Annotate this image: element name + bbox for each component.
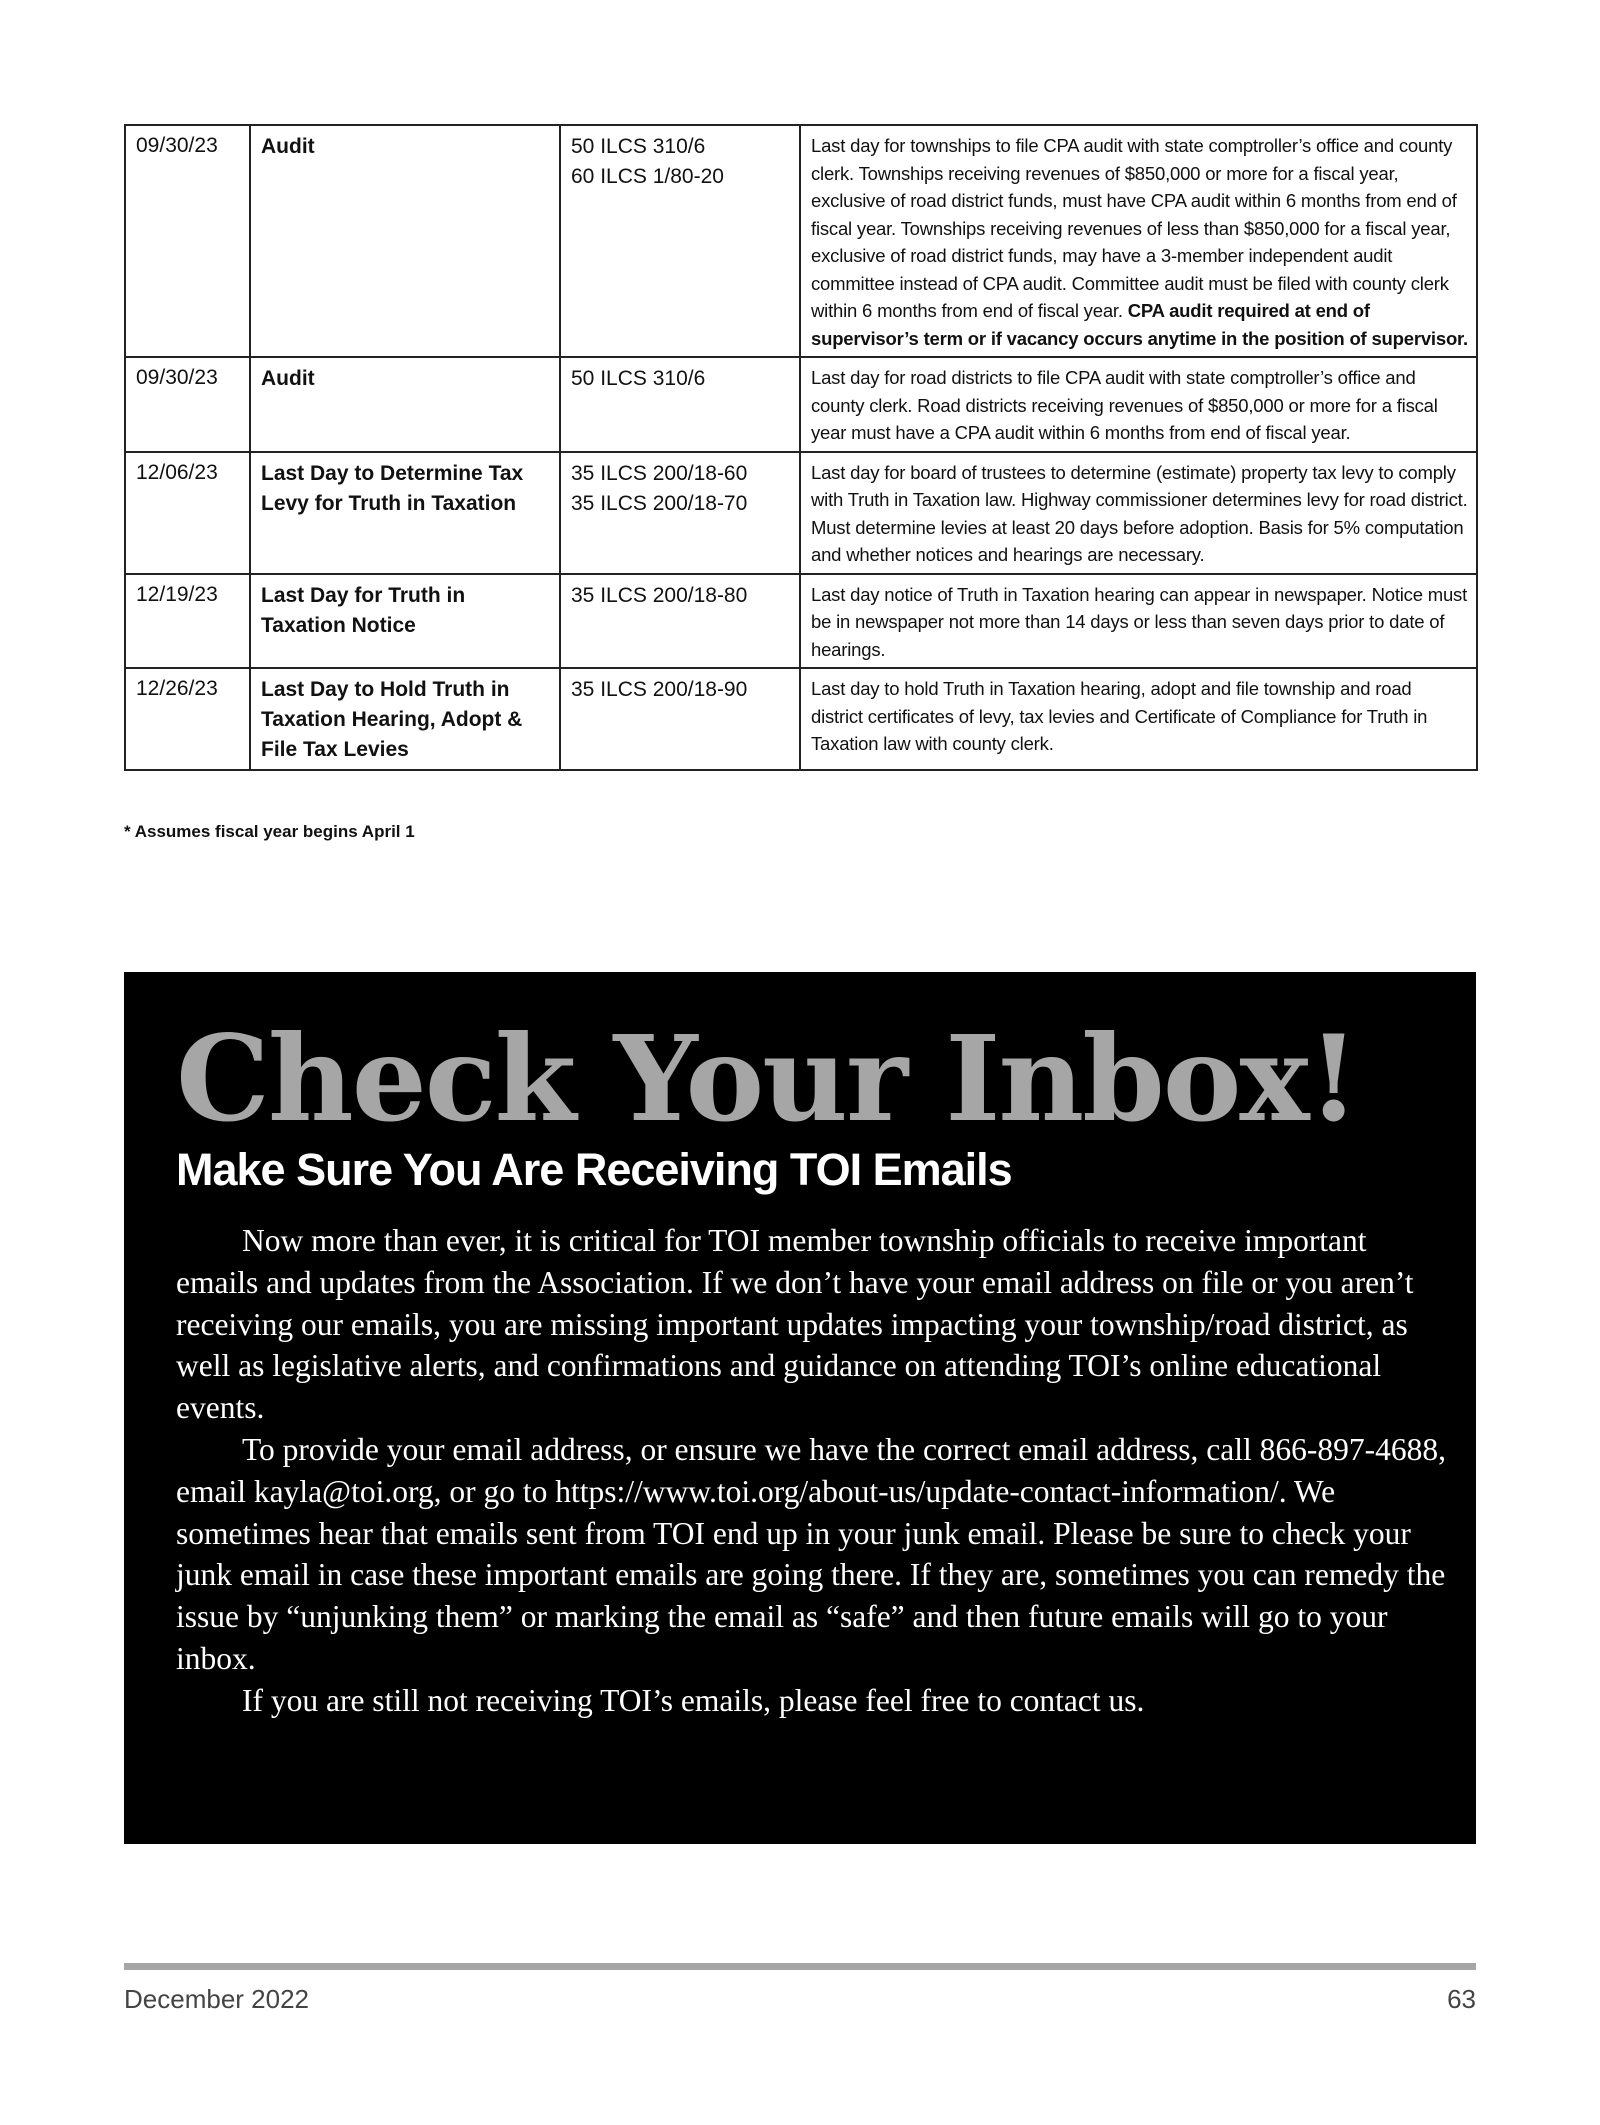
description-cell <box>800 574 1477 669</box>
table-row <box>125 357 1477 452</box>
statute-line: 35 ILCS 200/18-60 <box>571 461 748 485</box>
statute-cell <box>560 452 800 574</box>
callout-body <box>176 1220 1446 1722</box>
description-text: Last day for road districts to file CPA audit with state comptroller’s office and county clerk. Road districts receiving revenues of $850,000 or more for a fiscal year must have a CPA audit within 6 months from end of fiscal year. <box>811 367 1438 443</box>
statute-line: 35 ILCS 200/18-90 <box>571 678 748 701</box>
description-text: Last day for board of trustees to determine (estimate) property tax levy to comply with Truth in Taxation law. Highway commissioner determines levy for road district. Must determine levies at least 20 days before adoption. Basis for 5% computation and whether notices and hearings are necessary. <box>811 461 1468 565</box>
item-cell: Audit <box>250 125 560 357</box>
issue-date: December 2022 <box>124 1984 309 2014</box>
statute-cell <box>560 357 800 452</box>
footer-divider <box>124 1963 1476 1970</box>
description-text: Last day notice of Truth in Taxation hearing can appear in newspaper. Notice must be in newspaper not more than 14 days or less than seven days prior to date of hearings. <box>811 583 1468 660</box>
table-row <box>125 125 1477 357</box>
date-cell: 12/06/23 <box>125 452 250 574</box>
description-cell <box>800 357 1477 452</box>
statute-cell <box>560 668 800 770</box>
callout-paragraph: If you are still not receiving TOI’s emails, please feel free to contact us. <box>242 1682 1145 1718</box>
page-number: 63 <box>1447 1984 1476 2014</box>
statute-line: 50 ILCS 310/6 <box>571 367 706 390</box>
callout-title: Check Your Inbox! <box>176 1009 1358 1148</box>
date-cell: 12/26/23 <box>125 668 250 770</box>
callout-paragraph: To provide your email address, or ensure we have the correct email address, call 866-897-4688, email kayla@toi.org, or go to https://www.toi.org/about-us/update-contact-information/. We sometimes hear that emails sent from TOI end up in your junk email. Please be sure to check your junk email in case these important emails are going there. If they are, sometimes you can remedy the issue by “unjunking them” or marking the email as “safe” and then future emails will go to your inbox. <box>176 1431 1446 1676</box>
item-cell: Last Day to Hold Truth in Taxation Hearing, Adopt & File Tax Levies <box>250 668 560 770</box>
item-cell: Last Day to Determine Tax Levy for Truth in Taxation <box>250 452 560 574</box>
item-cell: Audit <box>250 357 560 452</box>
deadlines-table <box>124 124 1478 771</box>
description-cell <box>800 125 1477 357</box>
check-inbox-callout <box>124 972 1476 1844</box>
date-cell: 09/30/23 <box>125 125 250 357</box>
statute-cell <box>560 125 800 357</box>
item-cell: Last Day for Truth in Taxation Notice <box>250 574 560 669</box>
description-cell <box>800 668 1477 770</box>
description-text: Last day to hold Truth in Taxation hearing, adopt and file township and road district certificates of levy, tax levies and Certificate of Compliance for Truth in Taxation law with county clerk. <box>811 678 1428 754</box>
statute-line: 35 ILCS 200/18-80 <box>571 583 748 607</box>
description-text: Last day for townships to file CPA audit with state comptroller’s office and county clerk. Townships receiving revenues of $850,000 or more for a fiscal year, exclusive of road district funds, must have CPA audit within 6 months from end of fiscal year. Townships receiving revenues of less than $850,000 for a fiscal year, exclusive of road district funds, may have a 3-member independent audit committee instead of CPA audit. Committee audit must be filed with county clerk within 6 months from end of fiscal year. <box>811 135 1457 321</box>
table-row <box>125 452 1477 574</box>
date-cell: 12/19/23 <box>125 574 250 669</box>
description-bold-text: CPA audit required at end of supervisor’s term or if vacancy occurs anytime in the position of supervisor. <box>811 300 1468 349</box>
callout-paragraph: Now more than ever, it is critical for TOI member township officials to receive important emails and updates from the Association. If we don’t have your email address on file or you aren’t receiving our emails, you are missing important updates impacting your township/road district, as well as legislative alerts, and confirmations and guidance on attending TOI’s online educational events. <box>176 1223 1414 1426</box>
table-row <box>125 668 1477 770</box>
statute-line: 35 ILCS 200/18-70 <box>571 491 748 515</box>
date-cell: 09/30/23 <box>125 357 250 452</box>
table-footnote: * Assumes fiscal year begins April 1 <box>124 822 415 841</box>
statute-line: 60 ILCS 1/80-20 <box>571 165 724 188</box>
statute-line: 50 ILCS 310/6 <box>571 135 706 158</box>
callout-subtitle: Make Sure You Are Receiving TOI Emails <box>176 1144 1012 1195</box>
statute-cell <box>560 574 800 669</box>
description-cell <box>800 452 1477 574</box>
table-row <box>125 574 1477 669</box>
